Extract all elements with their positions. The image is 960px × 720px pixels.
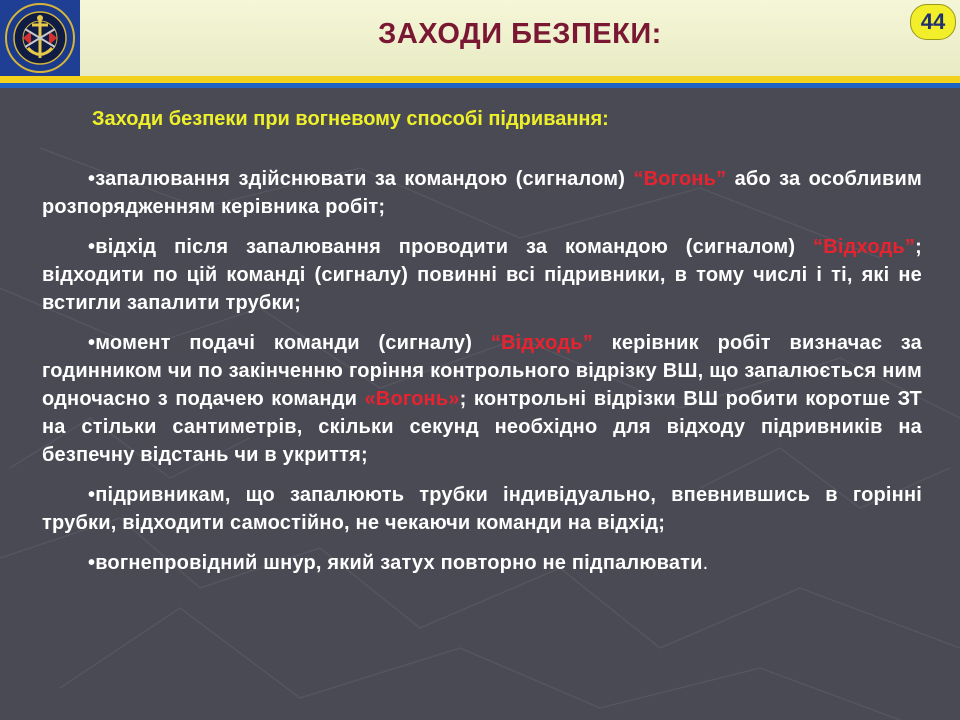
highlight-command: “Вогонь” bbox=[633, 168, 727, 190]
bullet-icon: • bbox=[88, 484, 96, 506]
bullet-paragraph: •вогнепровідний шнур, який затух повторно не підпалювати. bbox=[88, 552, 709, 574]
emblem-logo bbox=[0, 0, 80, 76]
content-subtitle: Заходи безпеки при вогневому способі підривання: bbox=[92, 108, 609, 130]
slide-content bbox=[42, 105, 922, 589]
bullet-icon: • bbox=[88, 552, 96, 574]
bullet-icon: • bbox=[88, 168, 96, 190]
highlight-command: «Вогонь» bbox=[364, 388, 460, 410]
highlight-command: “Відходь” bbox=[490, 332, 593, 354]
bullet-icon: • bbox=[88, 332, 96, 354]
bullet-paragraph: •відхід після запалювання проводити за командою (сигналом) “Відходь”; відходити по цій команді (сигналу) повинні всі підривники, в тому числі і ті, які не встигли запалити трубки; bbox=[42, 236, 922, 314]
highlight-command: “Відходь” bbox=[813, 236, 916, 258]
bullet-paragraph: •момент подачі команди (сигналу) “Відходь” керівник робіт визначає за годинником чи по закінченню горіння контрольного відрізку ВШ, що запалюється ним одночасно з подачею команди «Вогонь»; контрольні відрізки ВШ робити коротше ЗТ на стільки сантиметрів, скільки секунд необхідно для відходу підривників на безпечну відстань чи в укриття; bbox=[42, 332, 923, 466]
bullet-paragraph: •підривникам, що запалюють трубки індивідуально, впевнившись в горінні трубки, відходити самостійно, не чекаючи команди на відхід; bbox=[42, 484, 922, 534]
header-stripe-yellow bbox=[0, 76, 960, 83]
slide-title: ЗАХОДИ БЕЗПЕКИ: bbox=[378, 18, 662, 50]
bullet-paragraph: •запалювання здійснювати за командою (сигналом) “Вогонь” або за особливим розпорядженням керівника робіт; bbox=[42, 168, 922, 218]
bullet-icon: • bbox=[88, 236, 96, 258]
page-number-badge: 44 bbox=[910, 4, 956, 40]
emblem-icon bbox=[1, 1, 79, 75]
